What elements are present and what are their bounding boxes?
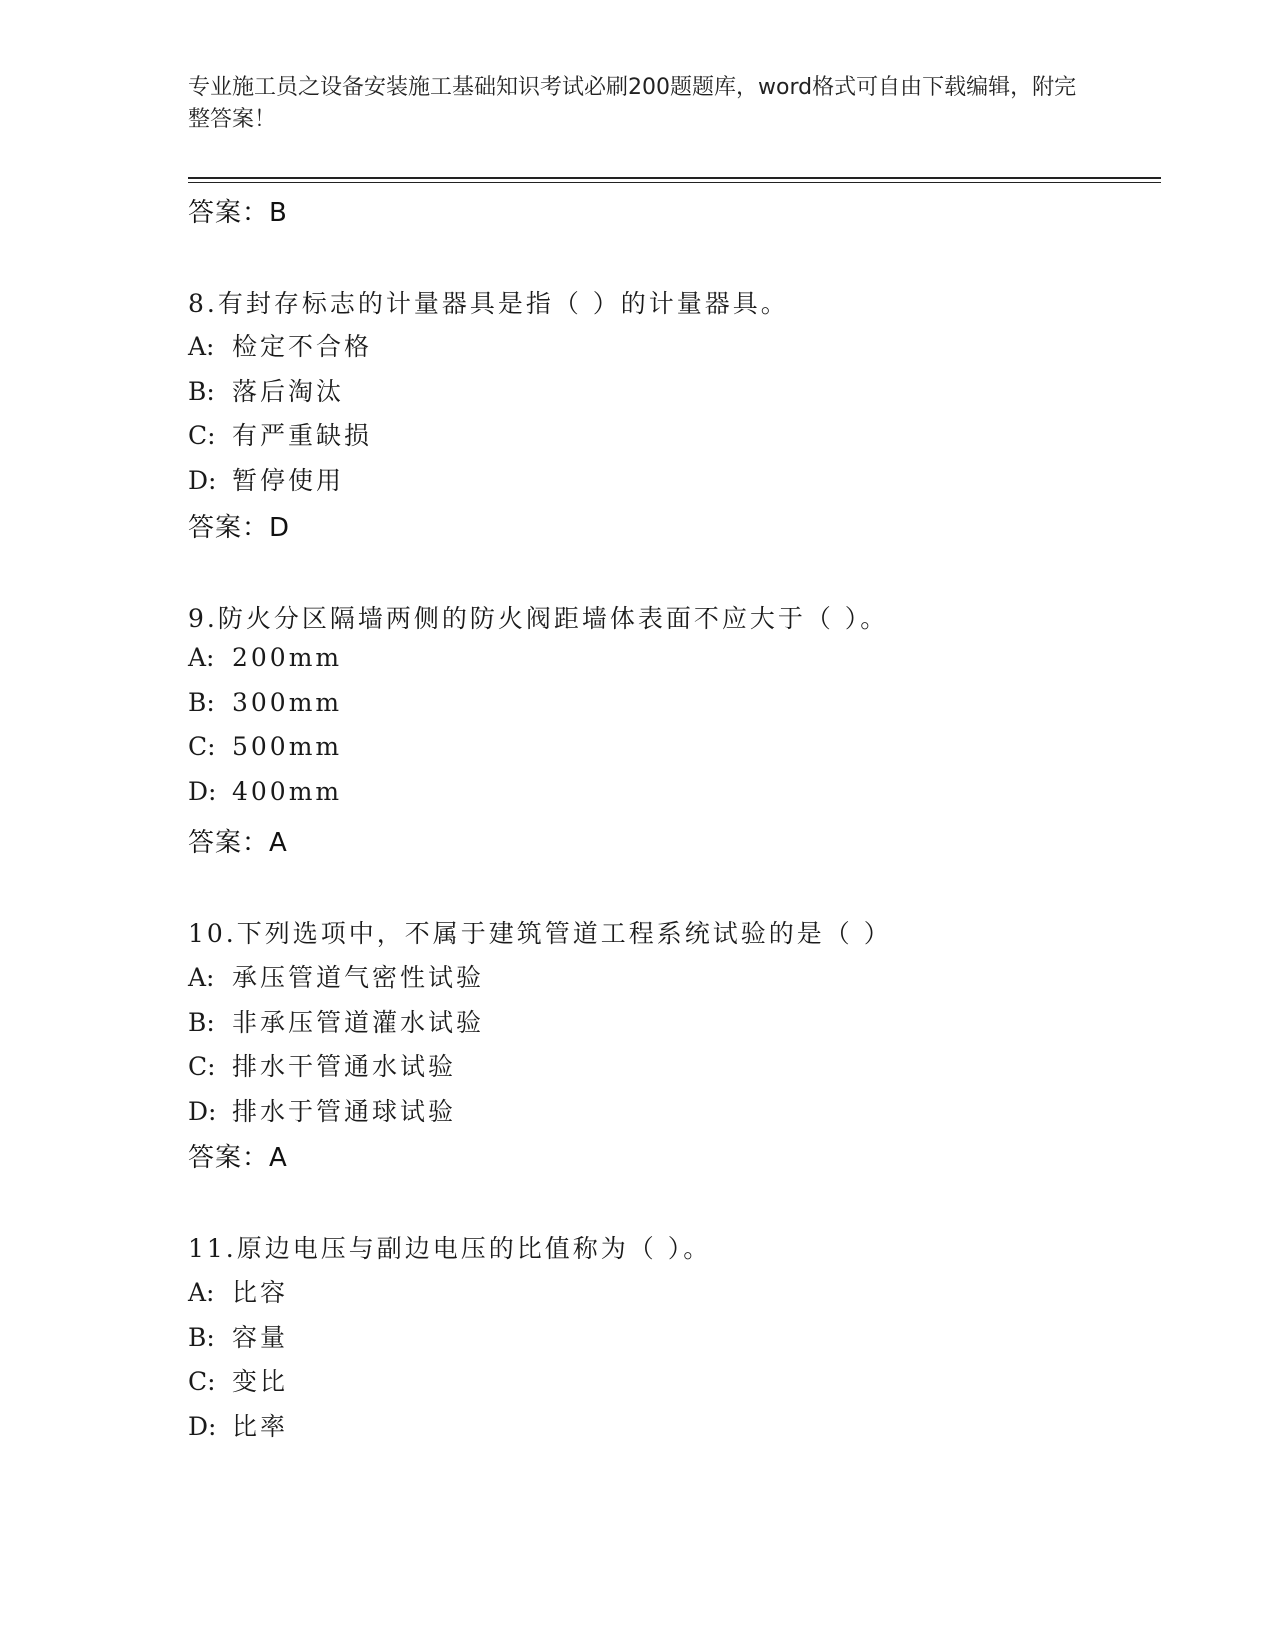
option-letter: C: — [188, 732, 216, 761]
question-9-option-a — [188, 643, 342, 672]
question-8-option-d — [188, 461, 344, 497]
option-letter: D: — [188, 777, 217, 806]
question-11-option-c — [188, 1362, 288, 1398]
question-9-text: 9.防火分区隔墙两侧的防火阀距墙体表面不应大于（ ）。 — [188, 604, 889, 633]
option-text: 300mm — [232, 688, 343, 717]
option-letter: A: — [188, 1278, 215, 1307]
option-text: 承压管道气密性试验 — [232, 963, 485, 992]
option-text: 容量 — [232, 1323, 289, 1352]
option-letter: A: — [188, 963, 215, 992]
question-11-option-d — [188, 1407, 288, 1443]
question-9-option-c — [188, 732, 342, 761]
option-letter: D: — [188, 466, 217, 495]
option-letter: C: — [188, 1367, 216, 1396]
header-divider — [188, 177, 1161, 179]
option-text: 比容 — [232, 1278, 289, 1307]
question-8-option-c — [188, 416, 372, 452]
answer-line: 答案：D — [188, 513, 291, 543]
option-text: 暂停使用 — [232, 466, 345, 495]
option-letter: D: — [188, 1097, 217, 1126]
option-text: 400mm — [232, 777, 343, 806]
option-letter: B: — [188, 1323, 215, 1352]
option-letter: B: — [188, 377, 215, 406]
option-text: 有严重缺损 — [232, 421, 373, 450]
option-letter: A: — [188, 643, 215, 672]
header-divider-thin — [188, 182, 1161, 183]
question-11-option-b — [188, 1318, 288, 1354]
answer-line: 答案：A — [188, 1143, 288, 1173]
option-text: 非承压管道灌水试验 — [232, 1008, 485, 1037]
option-letter: C: — [188, 1052, 216, 1081]
option-text: 500mm — [232, 732, 343, 761]
question-10-option-b — [188, 1003, 484, 1039]
option-letter: C: — [188, 421, 216, 450]
answer-line: 答案：A — [188, 828, 288, 858]
option-text: 200mm — [232, 643, 343, 672]
option-letter: B: — [188, 1008, 215, 1037]
option-text: 落后淘汰 — [232, 377, 345, 406]
question-11-option-a — [188, 1273, 288, 1309]
option-text: 比率 — [232, 1412, 289, 1441]
question-8-text: 8.有封存标志的计量器具是指（ ）的计量器具。 — [188, 289, 789, 318]
question-9-option-d — [188, 777, 342, 806]
question-8-option-a — [188, 327, 372, 363]
question-11-text: 11.原边电压与副边电压的比值称为（ ）。 — [188, 1234, 712, 1263]
option-letter: D: — [188, 1412, 217, 1441]
answer-line: 答案：B — [188, 198, 288, 228]
question-10-option-a — [188, 958, 484, 994]
page-header-title: 专业施工员之设备安装施工基础知识考试必刷200题题库，word格式可自由下载编辑，附完整答案！ — [188, 75, 1077, 132]
option-text: 排水干管通水试验 — [232, 1052, 457, 1081]
question-8-option-b — [188, 372, 344, 408]
question-10-option-d — [188, 1092, 456, 1128]
option-text: 变比 — [232, 1367, 289, 1396]
question-9-option-b — [188, 688, 342, 717]
option-text: 检定不合格 — [232, 332, 373, 361]
question-10-text: 10.下列选项中，不属于建筑管道工程系统试验的是（ ） — [188, 919, 892, 948]
option-text: 排水于管通球试验 — [232, 1097, 457, 1126]
option-letter: B: — [188, 688, 215, 717]
question-10-option-c — [188, 1047, 456, 1083]
option-letter: A: — [188, 332, 215, 361]
